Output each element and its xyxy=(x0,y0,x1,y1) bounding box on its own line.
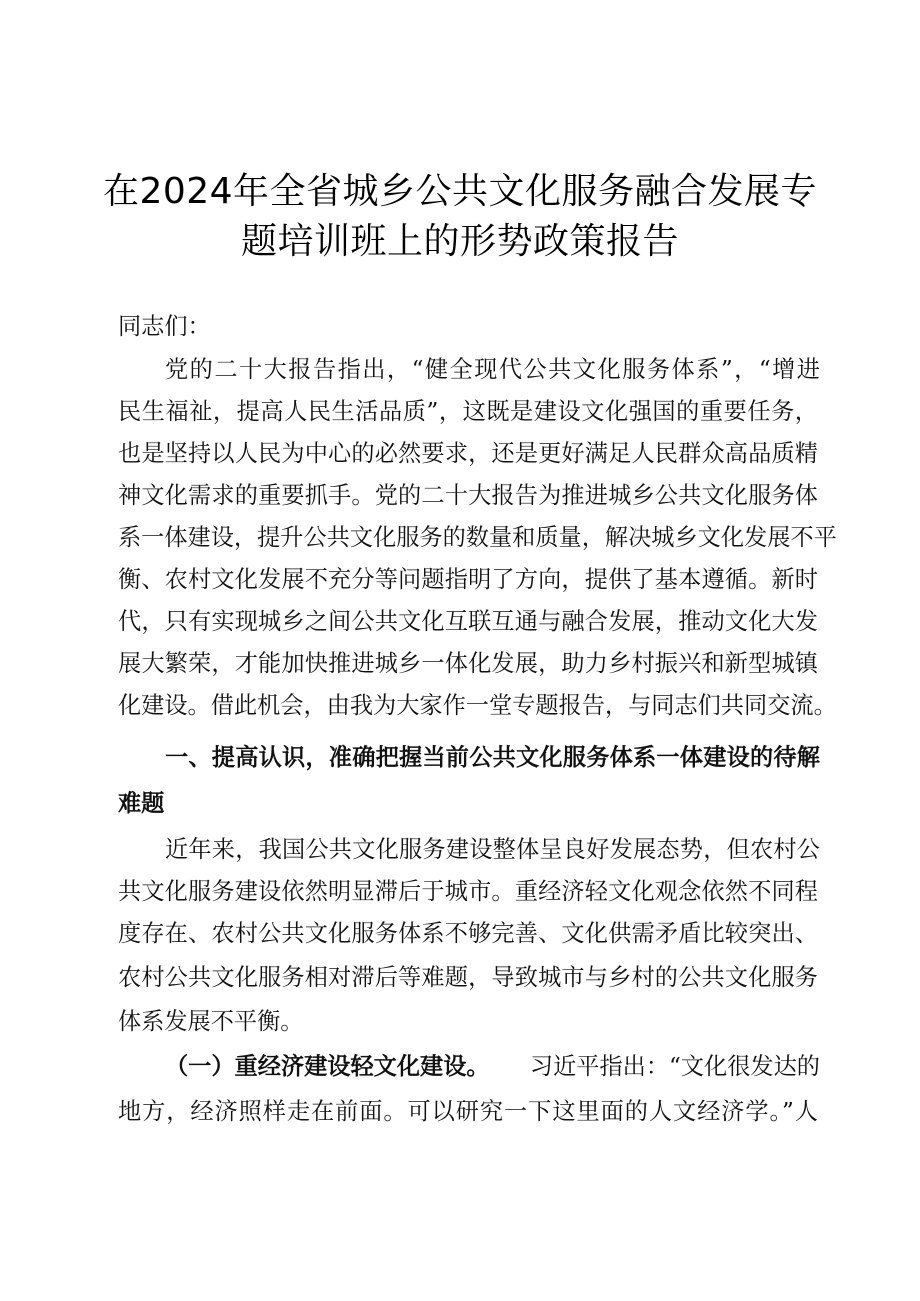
paragraph-1-line: 民生福祉，提高人民生活品质”，这既是建设文化强国的重要任务， xyxy=(118,398,818,425)
paragraph-2-line: 近年来，我国公共文化服务建设整体呈良好发展态势，但农村公 xyxy=(165,836,820,863)
salutation: 同志们： xyxy=(118,313,211,340)
subheading-bold-lead: （一）重经济建设轻文化建设。 xyxy=(165,1053,490,1080)
paragraph-3-line: 地方，经济照样走在前面。可以研究一下这里面的人文经济学。”人 xyxy=(118,1098,818,1125)
paragraph-1-line: 神文化需求的重要抓手。党的二十大报告为推进城乡公共文化服务体 xyxy=(118,482,818,509)
paragraph-2-line: 共文化服务建设依然明显滞后于城市。重经济轻文化观念依然不同程 xyxy=(118,878,818,905)
paragraph-1-line: 衡、农村文化发展不充分等问题指明了方向，提供了基本遵循。新时 xyxy=(118,566,818,593)
section-heading-1-line: 难题 xyxy=(118,790,165,817)
paragraph-1-line: 党的二十大报告指出，“健全现代公共文化服务体系”，“增进 xyxy=(165,356,820,383)
document-title-line-1: 在2024年全省城乡公共文化服务融合发展专 xyxy=(102,171,818,212)
document-title-line-2: 题培训班上的形势政策报告 xyxy=(240,221,679,262)
paragraph-1-line: 展大繁荣，才能加快推进城乡一体化发展，助力乡村振兴和新型城镇 xyxy=(118,650,818,677)
paragraph-1-line: 系一体建设，提升公共文化服务的数量和质量，解决城乡文化发展不平 xyxy=(118,524,837,551)
paragraph-1-line: 化建设。借此机会，由我为大家作一堂专题报告，与同志们共同交流。 xyxy=(118,692,837,719)
paragraph-3-text: 习近平指出：“文化很发达的 xyxy=(529,1053,820,1080)
paragraph-2-line: 度存在、农村公共文化服务体系不够完善、文化供需矛盾比较突出、 xyxy=(118,920,818,947)
paragraph-2-line: 体系发展不平衡。 xyxy=(118,1008,304,1035)
paragraph-1-line: 也是坚持以人民为中心的必然要求，还是更好满足人民群众高品质精 xyxy=(118,440,818,467)
paragraph-1-line: 代，只有实现城乡之间公共文化互联互通与融合发展，推动文化大发 xyxy=(118,608,818,635)
paragraph-2-line: 农村公共文化服务相对滞后等难题，导致城市与乡村的公共文化服务 xyxy=(118,964,818,991)
paragraph-3-line xyxy=(165,1052,820,1082)
section-heading-1-line: 一、提高认识，准确把握当前公共文化服务体系一体建设的待解 xyxy=(165,744,820,771)
